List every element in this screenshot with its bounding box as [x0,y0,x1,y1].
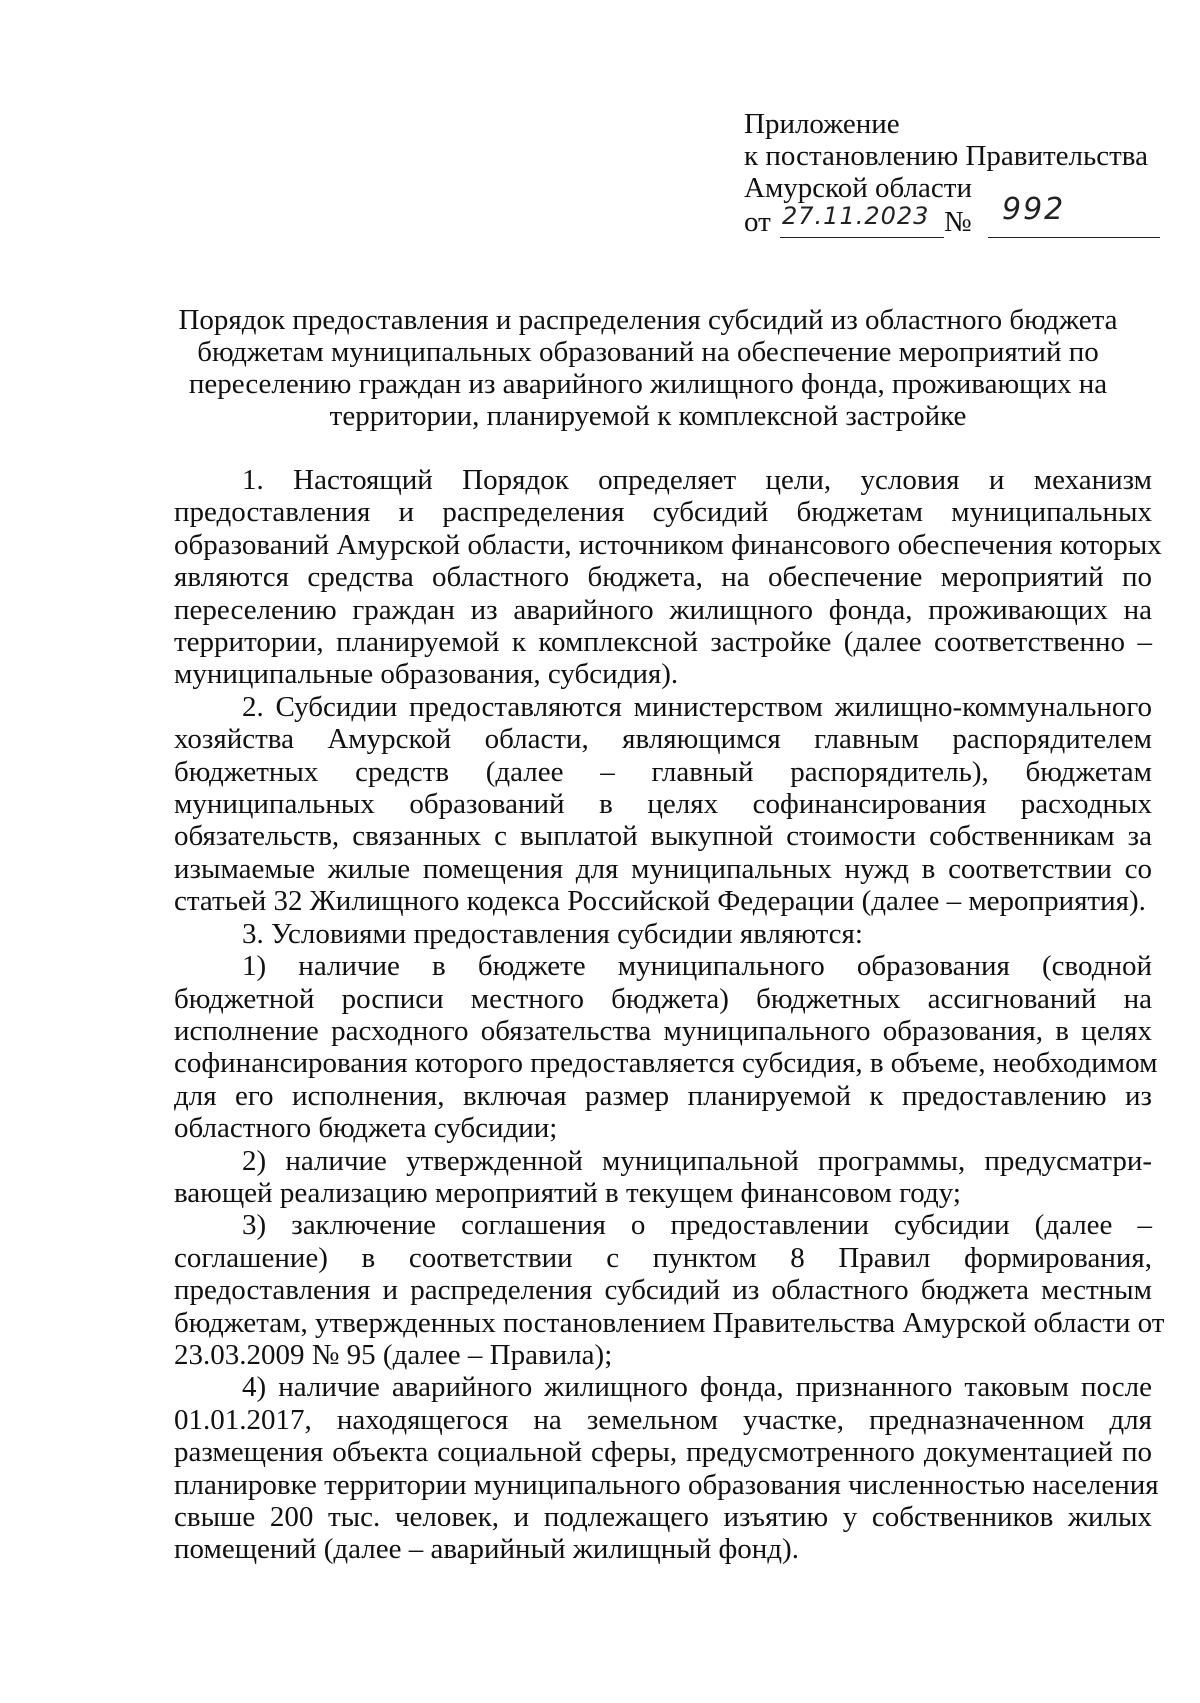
condition-3 [174,1209,1165,1371]
condition-2 [174,1145,1152,1210]
text-line: изымаемые жилые помещения для муниципальных нужд в соответствии со [174,852,1152,885]
text-line: бюджетам, утвержденных постановлением Правительства Амурской области от [174,1306,1165,1339]
text-line: бюджетных средств (далее – главный распорядитель), бюджетам [174,755,1152,788]
text-line: территории, планируемой к комплексной застройке (далее соответственно – [174,626,1152,659]
text-line: 3. Условиями предоставления субсидии являются: [242,917,863,950]
text-line: муниципальные образования, субсидия). [174,658,679,691]
condition-4 [174,1371,1159,1566]
text-line: 2. Субсидии предоставляются министерством жилищно-коммунального [242,690,1152,723]
text-line: 1. Настоящий Порядок определяет цели, условия и механизм [242,464,1152,496]
text-line: для его исполнения, включая размер планируемой к предоставлению из [174,1079,1152,1112]
condition-1 [174,950,1158,1145]
title-line: Порядок предоставления и распределения субсидий из областного бюджета [178,304,1118,336]
text-line: переселению граждан из аварийного жилищного фонда, проживающих на [174,593,1152,626]
text-line: исполнение расходного обязательства муниципального образования, в целях [174,1014,1152,1047]
text-line: являются средства областного бюджета, на обеспечение мероприятий по [174,561,1152,594]
document-body [174,464,1165,1566]
text-line: статьей 32 Жилищного кодекса Российской Федерации (далее – мероприятия). [174,885,1146,918]
text-line: вающей реализацию мероприятий в текущем финансовом году; [174,1176,961,1209]
date-prefix: от [744,206,771,238]
text-line: предоставления и распределения субсидий из областного бюджета местным [174,1274,1152,1307]
text-line: 3) заключение соглашения о предоставлении субсидии (далее – [242,1209,1152,1242]
handwritten-date: 27.11.2023 [782,202,930,230]
appendix-date-number [744,192,1164,240]
appendix-resolution-ref: к постановлению Правительства [744,140,1148,172]
paragraph-2 [174,691,1152,918]
date-underline [780,237,944,238]
text-line: обязательств, связанных с выплатой выкупной стоимости собственникам за [174,820,1152,853]
text-line: 23.03.2009 № 95 (далее – Правила); [174,1338,613,1371]
title-line: бюджетам муниципальных образований на обеспечение мероприятий по [197,336,1099,368]
text-line: софинансирования которого предоставляется субсидия, в объеме, необходимом [174,1047,1158,1080]
text-line: хозяйства Амурской области, являющимся главным распорядителем [174,723,1152,756]
document-title [170,304,1126,432]
text-line: 1) наличие в бюджете муниципального образования (сводной [242,950,1152,983]
text-line: бюджетной росписи местного бюджета) бюджетных ассигнований на [174,982,1152,1015]
appendix-label: Приложение [744,108,900,140]
text-line: планировке территории муниципального образования численностью населения [174,1468,1159,1501]
text-line: 2) наличие утвержденной муниципальной программы, предусматри- [242,1144,1152,1177]
appendix-header [744,108,1164,204]
text-line: соглашение) в соответствии с пунктом 8 Правил формирования, [174,1241,1152,1274]
handwritten-number: 992 [1002,192,1066,227]
paragraph-1 [174,464,1162,691]
text-line: помещений (далее – аварийный жилищный фонд). [174,1533,799,1566]
title-line: территории, планируемой к комплексной застройке [329,400,967,432]
text-line: 01.01.2017, находящегося на земельном участке, предназначенном для [174,1403,1152,1436]
title-line: переселению граждан из аварийного жилищного фонда, проживающих на [188,368,1108,400]
appendix-region: Амурской области [744,172,972,204]
text-line: областного бюджета субсидии; [174,1112,558,1145]
paragraph-3 [174,918,1152,950]
text-line: предоставления и распределения субсидий бюджетам муниципальных [174,496,1152,529]
number-underline [988,237,1160,238]
number-prefix: № [944,206,972,238]
text-line: образований Амурской области, источником финансового обеспечения которых [174,528,1162,561]
text-line: 4) наличие аварийного жилищного фонда, признанного таковым после [242,1371,1152,1404]
text-line: муниципальных образований в целях софинансирования расходных [174,788,1152,821]
text-line: размещения объекта социальной сферы, предусмотренного документацией по [174,1436,1152,1469]
text-line: свыше 200 тыс. человек, и подлежащего изъятию у собственников жилых [174,1501,1152,1533]
